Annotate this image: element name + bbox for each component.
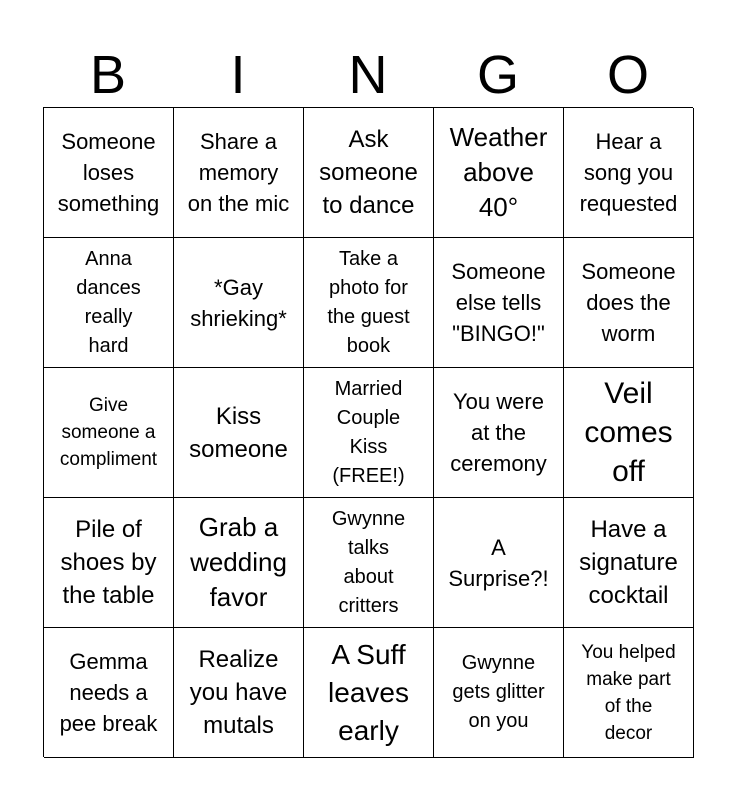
bingo-cell-r0-c1[interactable]: [174, 108, 304, 238]
bingo-cell-r3-c0[interactable]: [44, 498, 174, 628]
bingo-cell-r0-c3[interactable]: [434, 108, 564, 238]
bingo-cell-text: Ask someone to dance: [319, 126, 418, 219]
bingo-cell-r3-c1[interactable]: [174, 498, 304, 628]
bingo-cell-text: Gwynne gets glitter on you: [452, 652, 545, 732]
bingo-cell-r4-c2[interactable]: [304, 628, 434, 758]
bingo-cell-r2-c4[interactable]: [564, 368, 694, 498]
bingo-cell-r2-c0[interactable]: [44, 368, 174, 498]
bingo-cell-r3-c2[interactable]: [304, 498, 434, 628]
bingo-cell-r3-c3[interactable]: [434, 498, 564, 628]
bingo-cell-r2-c3[interactable]: [434, 368, 564, 498]
bingo-cell-text: Pile of shoes by the table: [60, 516, 157, 609]
bingo-cell-text: A Suff leaves early: [328, 638, 409, 746]
bingo-cell-text: Realize you have mutals: [189, 646, 288, 739]
bingo-cell-r2-c1[interactable]: [174, 368, 304, 498]
bingo-cell-r2-c2[interactable]: [304, 368, 434, 498]
bingo-cell-text: Someone does the worm: [581, 259, 676, 346]
bingo-cell-r0-c2[interactable]: [304, 108, 434, 238]
bingo-cell-text: Give someone a compliment: [59, 395, 158, 470]
bingo-cell-text: Someone else tells "BINGO!": [451, 259, 546, 346]
bingo-cell-r4-c3[interactable]: [434, 628, 564, 758]
bingo-cell-r0-c0[interactable]: [44, 108, 174, 238]
bingo-cell-text: Gwynne talks about critters: [331, 507, 406, 617]
bingo-cell-text: Married Couple Kiss (FREE!): [332, 377, 405, 487]
header-letter-i: I: [230, 45, 246, 105]
header-letter-g: G: [476, 45, 519, 105]
bingo-cell-text: Hear a song you requested: [579, 129, 678, 216]
bingo-cell-text: Kiss someone: [189, 402, 288, 463]
bingo-cell-text: Share a memory on the mic: [187, 129, 290, 216]
bingo-cell-r1-c2[interactable]: [304, 238, 434, 368]
bingo-cell-text: Anna dances really hard: [76, 247, 141, 357]
bingo-cell-r3-c4[interactable]: [564, 498, 694, 628]
bingo-cell-r4-c4[interactable]: [564, 628, 694, 758]
bingo-cell-text: Grab a wedding favor: [190, 512, 287, 612]
bingo-cell-text: You helped make part of the decor: [581, 641, 676, 744]
bingo-header: [43, 44, 693, 106]
header-letter-o: O: [606, 45, 649, 105]
bingo-cell-r1-c4[interactable]: [564, 238, 694, 368]
bingo-cell-r1-c3[interactable]: [434, 238, 564, 368]
bingo-cell-text: *Gay shrieking*: [190, 274, 287, 331]
header-letter-n: N: [348, 45, 388, 105]
bingo-cell-text: Veil comes off: [584, 377, 673, 488]
bingo-cell-r1-c0[interactable]: [44, 238, 174, 368]
bingo-cell-text: Someone loses something: [57, 129, 160, 216]
bingo-cell-text: Gemma needs a pee break: [59, 649, 158, 736]
bingo-cell-r4-c0[interactable]: [44, 628, 174, 758]
bingo-cell-r0-c4[interactable]: [564, 108, 694, 238]
bingo-cell-text: A Surprise?!: [448, 534, 549, 591]
bingo-cell-text: Take a photo for the guest book: [327, 247, 410, 357]
bingo-cell-text: You were at the ceremony: [450, 389, 547, 476]
bingo-cell-r1-c1[interactable]: [174, 238, 304, 368]
bingo-cell-text: Have a signature cocktail: [579, 516, 678, 609]
bingo-cell-r4-c1[interactable]: [174, 628, 304, 758]
header-letter-b: B: [89, 45, 127, 105]
bingo-cell-text: Weather above 40°: [449, 122, 548, 222]
bingo-card-grid: [43, 107, 693, 757]
